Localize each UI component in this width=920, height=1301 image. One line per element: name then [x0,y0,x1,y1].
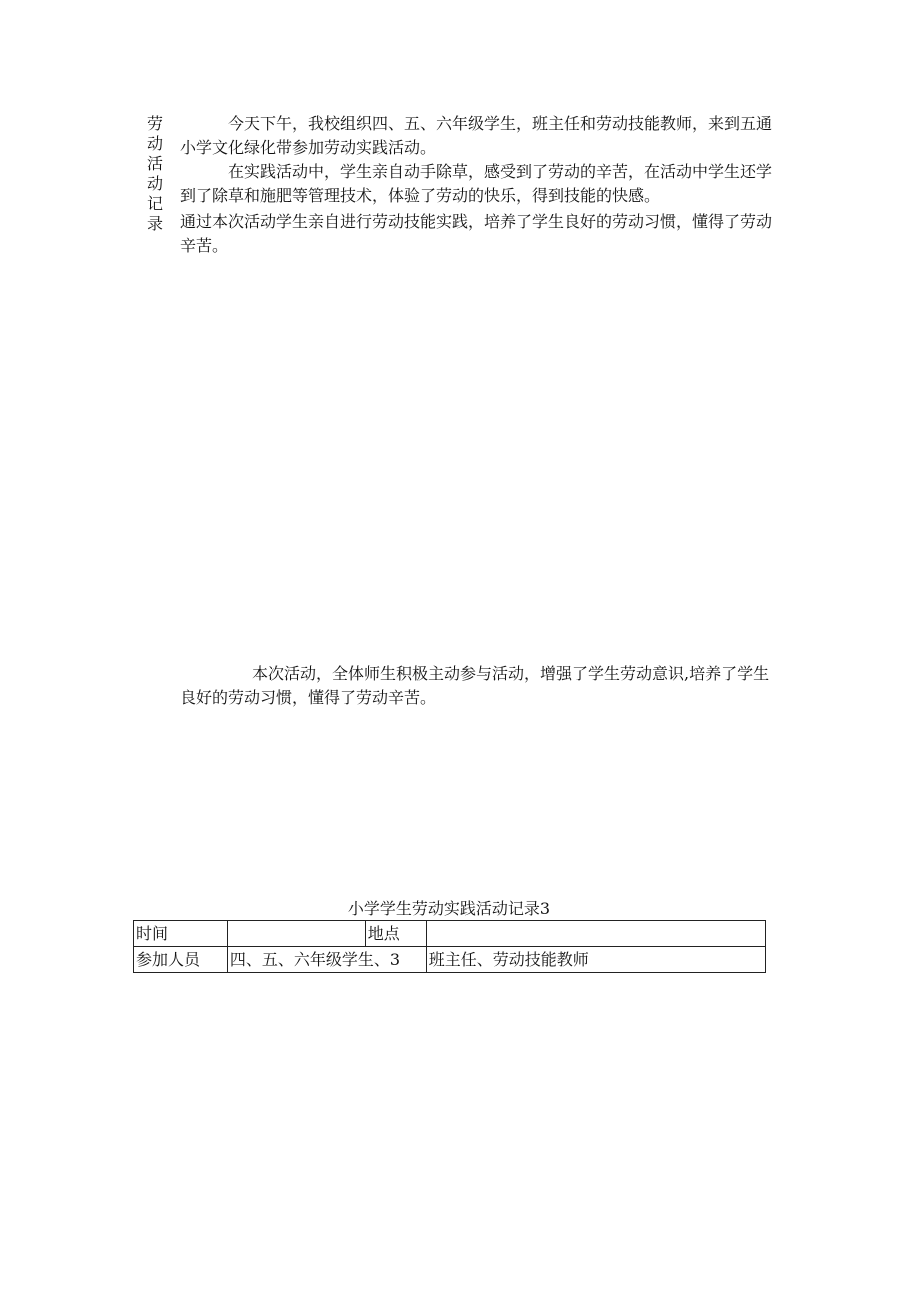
participants-students-cell: 四、五、六年级学生、3 [227,947,426,973]
time-label-cell: 时间 [134,921,228,947]
participants-label-cell: 参加人员 [134,947,228,973]
location-value-cell [426,921,765,947]
activity-record-table [133,920,766,973]
paragraph-result: 通过本次活动学生亲自进行劳动技能实践，培养了学生良好的劳动习惯，懂得了劳动辛苦。 [180,212,773,255]
paragraph-intro: 今天下午，我校组织四、五、六年级学生，班主任和劳动技能教师，来到五通小学文化绿化带参加劳动实践活动。 [180,114,773,157]
side-label: 劳动活动记录 [146,114,163,233]
table-row [134,947,766,973]
time-value-cell [227,921,365,947]
paragraph-practice: 在实践活动中，学生亲自动手除草，感受到了劳动的辛苦，在活动中学生还学到了除草和施肥等管理技术，体验了劳动的快乐，得到技能的快感。 [180,162,773,205]
table-row [134,921,766,947]
participants-teachers-cell: 班主任、劳动技能教师 [426,947,765,973]
location-label-cell: 地点 [365,921,426,947]
paragraph-summary: 本次活动，全体师生积极主动参与活动，增强了学生劳动意识,培养了学生良好的劳动习惯，懂得了劳动辛苦。 [180,664,770,707]
table-title: 小学学生劳动实践活动记录3 [347,899,551,918]
